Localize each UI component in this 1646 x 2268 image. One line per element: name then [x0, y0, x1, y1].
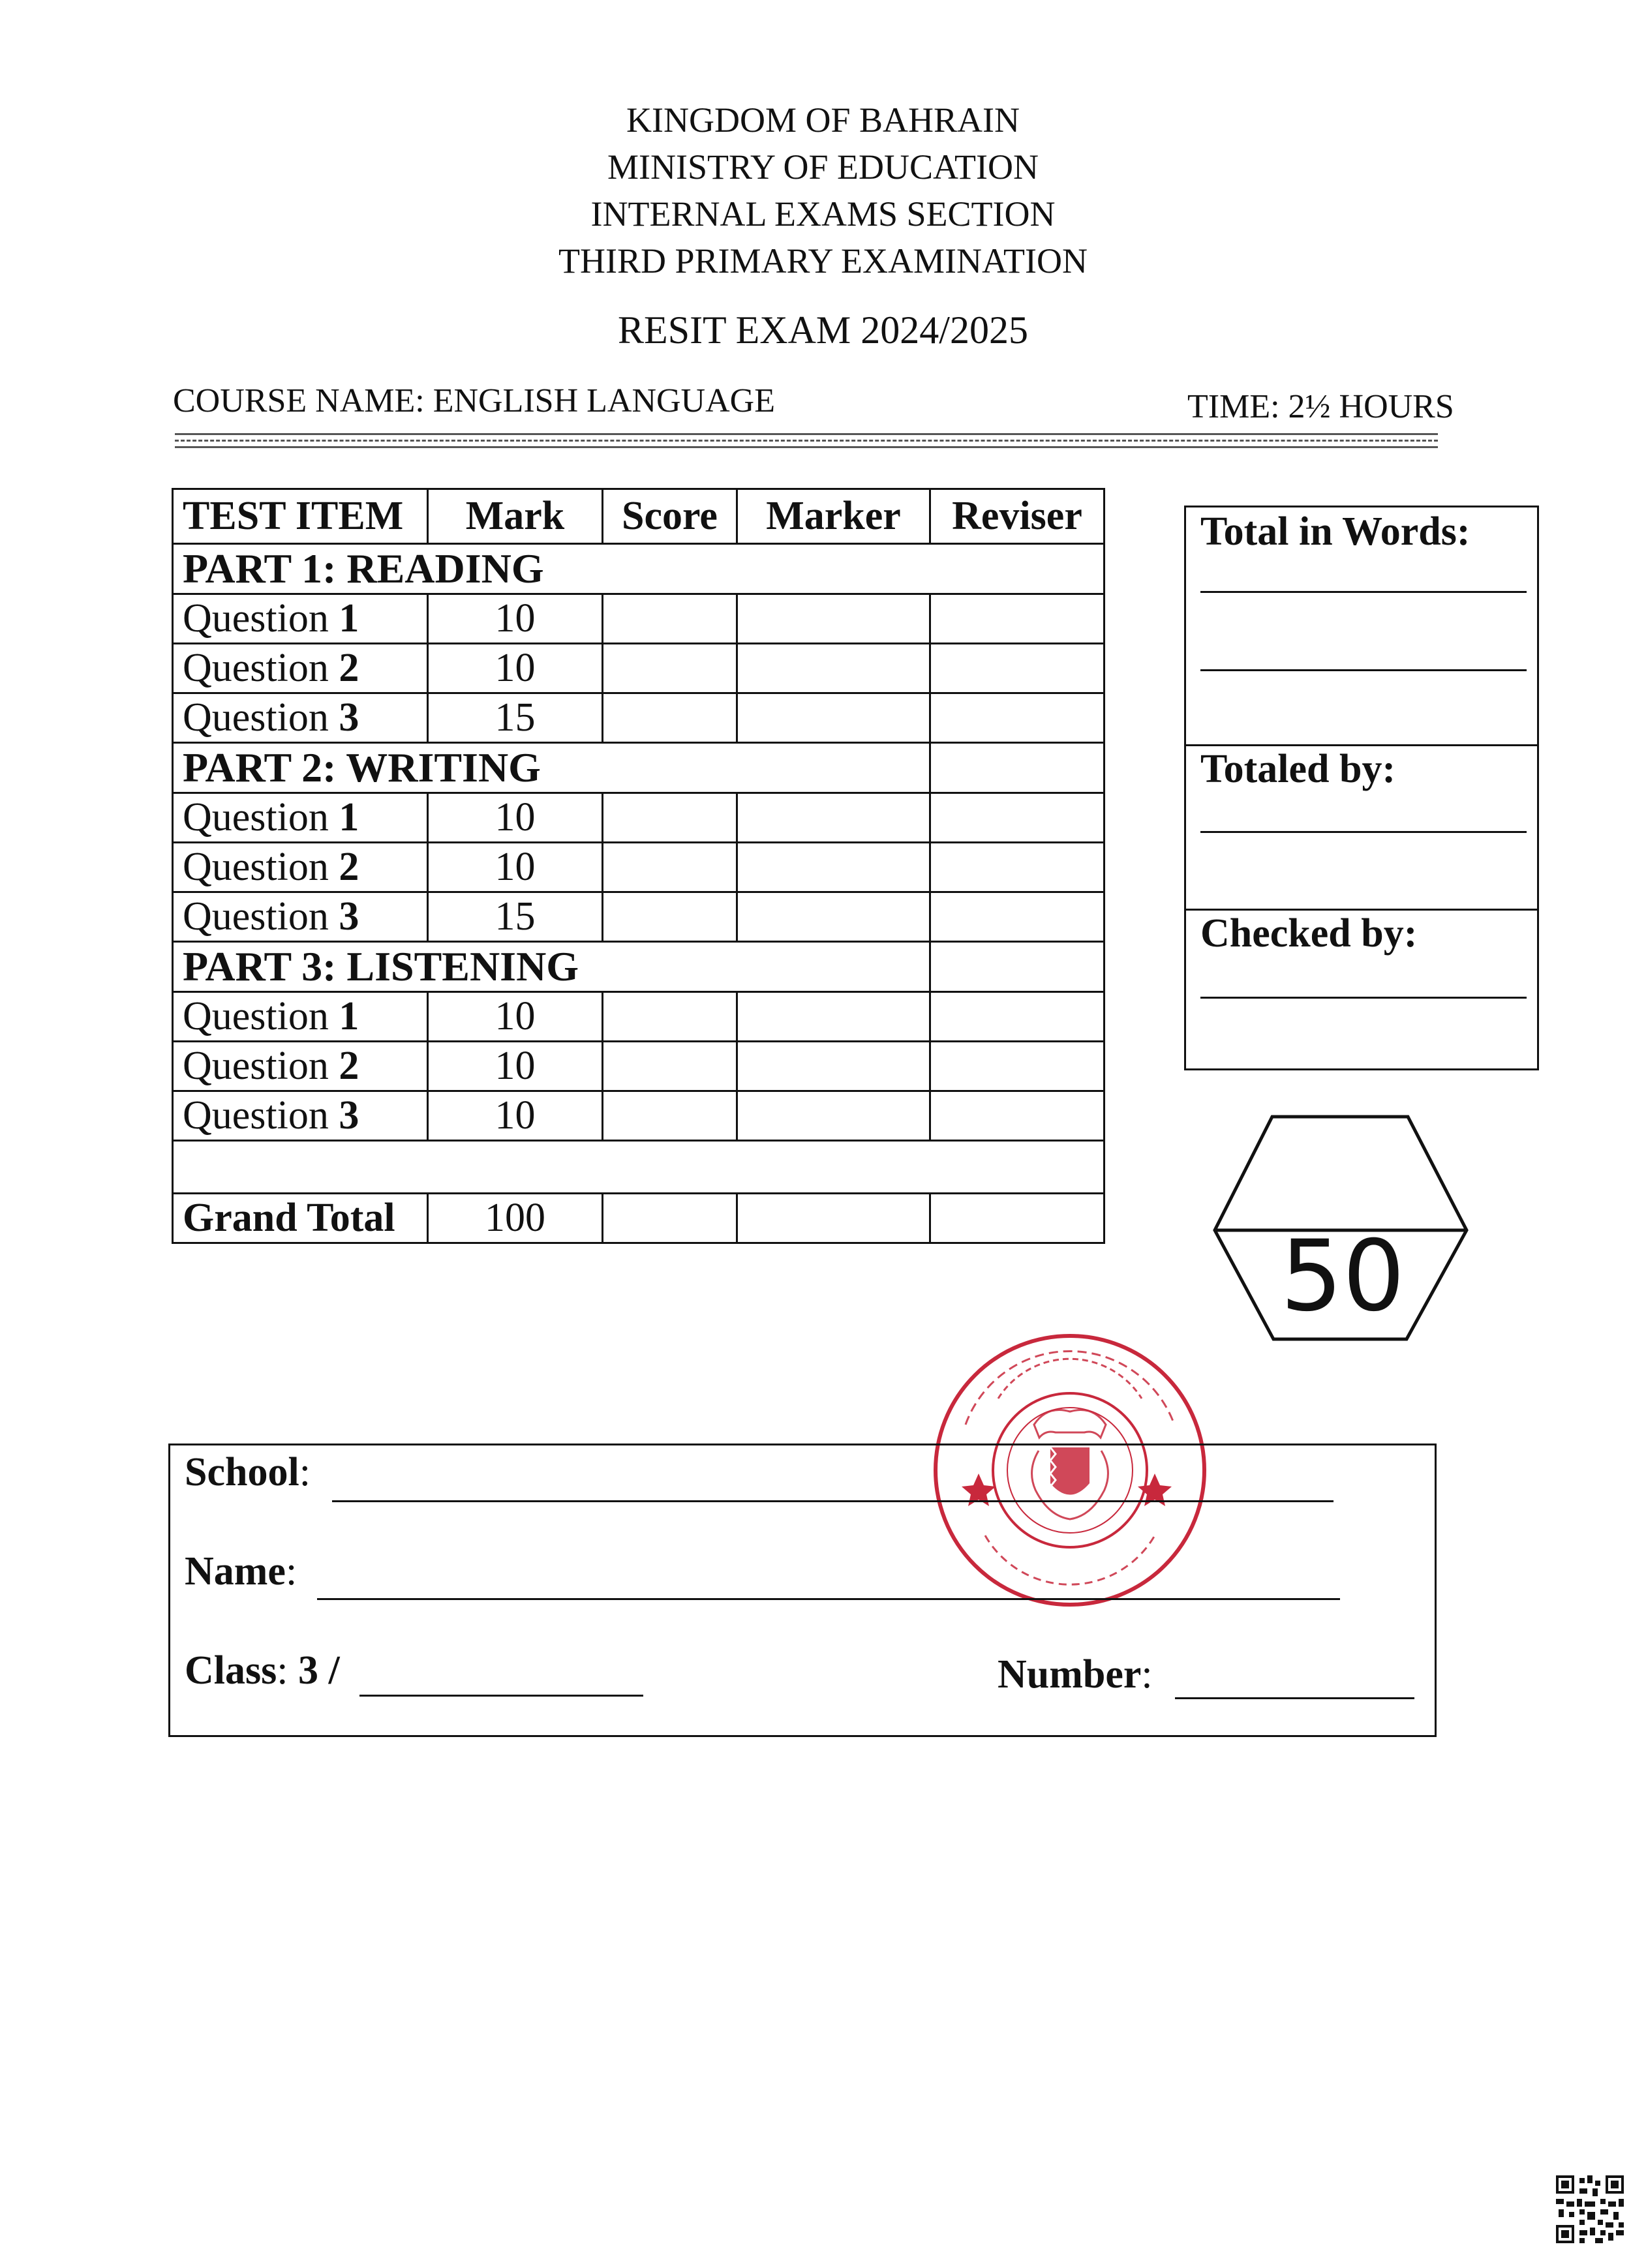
question-mark: 10 — [428, 843, 603, 892]
reviser-cell[interactable] — [930, 594, 1105, 644]
marker-cell[interactable] — [737, 1042, 930, 1091]
grand-total-mark: 100 — [428, 1194, 603, 1243]
question-mark: 10 — [428, 1042, 603, 1091]
part-title: PART 1: READING — [173, 544, 1105, 594]
reviser-cell[interactable] — [930, 942, 1105, 992]
table-row — [173, 892, 1105, 942]
table-row — [173, 843, 1105, 892]
part-row-writing — [173, 743, 1105, 793]
ministry-header — [0, 97, 1646, 284]
col-score: Score — [603, 489, 737, 544]
question-mark: 10 — [428, 594, 603, 644]
table-row — [173, 693, 1105, 743]
part-row-reading — [173, 544, 1105, 594]
exam-time: TIME: 2½ HOURS — [1187, 388, 1454, 425]
grand-total-label: Grand Total — [173, 1194, 428, 1243]
table-row — [173, 793, 1105, 843]
part-title: PART 2: WRITING — [173, 743, 930, 793]
checked-by-label: Checked by: — [1200, 911, 1418, 956]
question-label: Question 1 — [173, 793, 428, 843]
exam-title: RESIT EXAM 2024/2025 — [618, 309, 1028, 352]
marker-cell[interactable] — [737, 843, 930, 892]
checked-by-section — [1186, 911, 1537, 1072]
header-divider-bottom — [175, 446, 1438, 448]
score-cell[interactable] — [603, 843, 737, 892]
part-row-listening — [173, 942, 1105, 992]
reviser-cell[interactable] — [930, 793, 1105, 843]
spacer-cell — [173, 1141, 1105, 1194]
totals-box — [1184, 506, 1539, 1070]
marks-table — [172, 488, 1105, 1244]
header-divider — [175, 433, 1438, 435]
question-label: Question 3 — [173, 892, 428, 942]
marker-cell[interactable] — [737, 1194, 930, 1243]
question-mark: 10 — [428, 1091, 603, 1141]
qr-code-icon — [1556, 2175, 1624, 2243]
header-line-exam: THIRD PRIMARY EXAMINATION — [558, 241, 1088, 280]
col-mark: Mark — [428, 489, 603, 544]
score-total-value: 50 — [1280, 1220, 1405, 1333]
marker-cell[interactable] — [737, 594, 930, 644]
col-test-item: TEST ITEM — [173, 489, 428, 544]
reviser-cell[interactable] — [930, 992, 1105, 1042]
school-input-line[interactable] — [332, 1500, 1334, 1502]
question-label: Question 2 — [173, 843, 428, 892]
school-label: School: — [185, 1450, 311, 1494]
question-mark: 15 — [428, 693, 603, 743]
reviser-cell[interactable] — [930, 644, 1105, 693]
reviser-cell[interactable] — [930, 1042, 1105, 1091]
total-in-words-line[interactable] — [1200, 591, 1527, 593]
score-cell[interactable] — [603, 1091, 737, 1141]
table-row — [173, 594, 1105, 644]
total-in-words-label: Total in Words: — [1200, 509, 1471, 554]
student-info-box — [168, 1444, 1437, 1737]
number-label: Number: — [998, 1652, 1153, 1697]
total-in-words-line[interactable] — [1200, 669, 1527, 671]
score-cell[interactable] — [603, 892, 737, 942]
totaled-by-line[interactable] — [1200, 831, 1527, 833]
score-cell[interactable] — [603, 644, 737, 693]
question-mark: 15 — [428, 892, 603, 942]
marker-cell[interactable] — [737, 693, 930, 743]
reviser-cell[interactable] — [930, 843, 1105, 892]
table-row — [173, 644, 1105, 693]
question-label: Question 3 — [173, 1091, 428, 1141]
header-line-section: INTERNAL EXAMS SECTION — [590, 194, 1056, 234]
score-cell[interactable] — [603, 1042, 737, 1091]
class-label: Class: 3 / — [185, 1648, 340, 1693]
checked-by-line[interactable] — [1200, 997, 1527, 999]
reviser-cell[interactable] — [930, 1091, 1105, 1141]
reviser-cell[interactable] — [930, 693, 1105, 743]
table-row — [173, 1042, 1105, 1091]
marker-cell[interactable] — [737, 793, 930, 843]
score-cell[interactable] — [603, 793, 737, 843]
table-row — [173, 992, 1105, 1042]
col-reviser: Reviser — [930, 489, 1105, 544]
totaled-by-section — [1186, 746, 1537, 911]
header-divider-dashed — [175, 440, 1438, 442]
header-line-kingdom: KINGDOM OF BAHRAIN — [626, 100, 1020, 140]
spacer-row — [173, 1141, 1105, 1194]
score-cell[interactable] — [603, 992, 737, 1042]
question-label: Question 2 — [173, 644, 428, 693]
reviser-cell[interactable] — [930, 743, 1105, 793]
question-label: Question 2 — [173, 1042, 428, 1091]
class-input-line[interactable] — [359, 1695, 643, 1697]
course-name: COURSE NAME: ENGLISH LANGUAGE — [173, 382, 775, 419]
question-label: Question 1 — [173, 594, 428, 644]
marker-cell[interactable] — [737, 644, 930, 693]
marker-cell[interactable] — [737, 1091, 930, 1141]
part-title: PART 3: LISTENING — [173, 942, 930, 992]
question-label: Question 3 — [173, 693, 428, 743]
number-input-line[interactable] — [1175, 1697, 1414, 1699]
table-header-row — [173, 489, 1105, 544]
header-line-ministry: MINISTRY OF EDUCATION — [607, 147, 1039, 187]
name-label: Name: — [185, 1549, 297, 1594]
score-cell[interactable] — [603, 1194, 737, 1243]
question-label: Question 1 — [173, 992, 428, 1042]
table-row — [173, 1091, 1105, 1141]
total-in-words-section — [1186, 507, 1537, 746]
question-mark: 10 — [428, 644, 603, 693]
marker-cell[interactable] — [737, 992, 930, 1042]
name-input-line[interactable] — [317, 1598, 1340, 1600]
question-mark: 10 — [428, 992, 603, 1042]
score-cell[interactable] — [603, 693, 737, 743]
col-marker: Marker — [737, 489, 930, 544]
marker-cell[interactable] — [737, 892, 930, 942]
grand-total-row — [173, 1194, 1105, 1243]
score-cell[interactable] — [603, 594, 737, 644]
totaled-by-label: Totaled by: — [1200, 747, 1396, 791]
question-mark: 10 — [428, 793, 603, 843]
reviser-cell[interactable] — [930, 1194, 1105, 1243]
reviser-cell[interactable] — [930, 892, 1105, 942]
